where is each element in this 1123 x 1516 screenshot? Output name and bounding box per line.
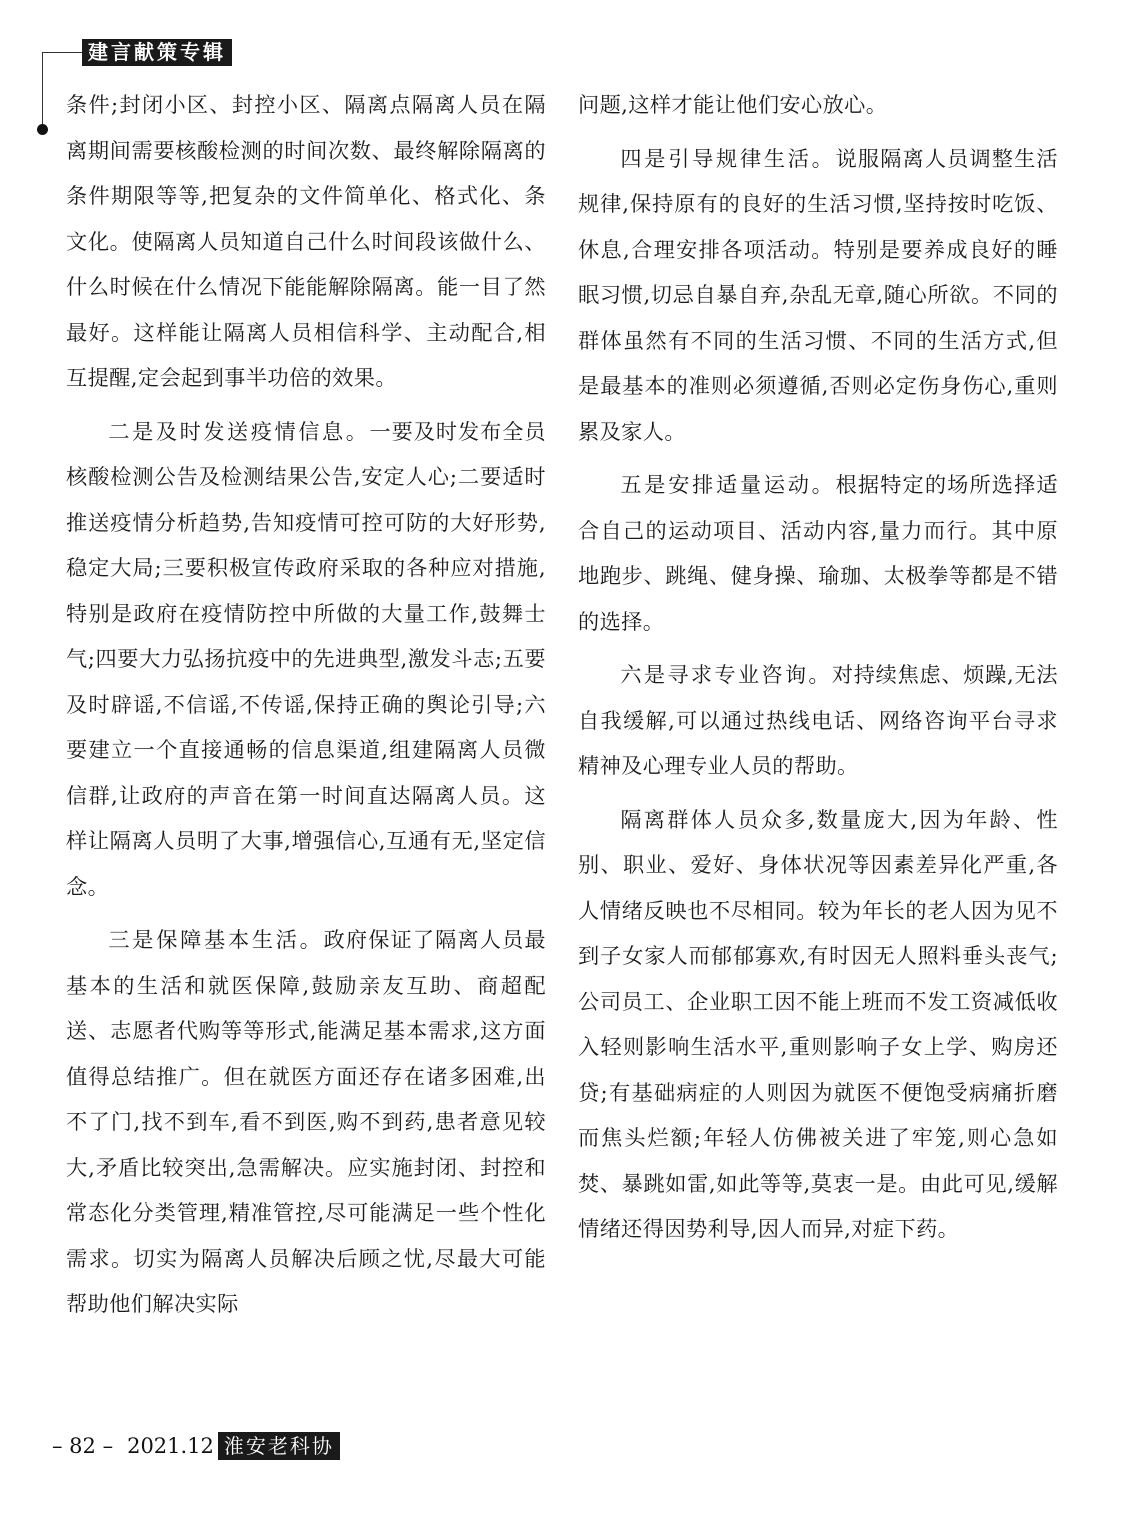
header-rule-horizontal [42, 52, 82, 53]
section-label: 建言献策专辑 [82, 39, 232, 66]
paragraph-body: 说服隔离人员调整生活规律,保持原有的良好的生活习惯,坚持按时吃饭、休息,合理安排各项活动。特别是要养成良好的睡眠习惯,切忌自暴自弃,杂乱无章,随心所欲。不同的群体虽然有不同的生活习惯、不同的生活方式,但是最基本的准则必须遵循,否则必定伤身伤心,重则累及家人。 [578, 145, 1058, 444]
header-bullet-dot [37, 124, 48, 135]
paragraph-heading: 二是及时发送疫情信息。 [108, 418, 370, 444]
header-rule-vertical [42, 52, 43, 130]
paragraph-heading: 四是引导规律生活。 [620, 145, 836, 171]
paragraph-body: 根据特定的场所选择适合自己的运动项目、活动内容,量力而行。其中原地跑步、跳绳、健身操、瑜珈、太极拳等都是不错的选择。 [578, 472, 1058, 634]
paragraph [66, 409, 546, 910]
paragraph [578, 652, 1058, 789]
paragraph [578, 136, 1058, 455]
issue-date: 2021.12 [127, 1434, 214, 1458]
paragraph-heading: 五是安排适量运动。 [620, 472, 836, 497]
paragraph-body: 对持续焦虑、烦躁,无法自我缓解,可以通过热线电话、网络咨询平台寻求精神及心理专业人员的帮助。 [578, 662, 1058, 778]
left-column [66, 82, 546, 1327]
paragraph: 问题,这样才能让他们安心放心。 [578, 92, 888, 117]
paragraph-heading: 三是保障基本生活。 [108, 927, 324, 952]
paragraph: 条件;封闭小区、封控小区、隔离点隔离人员在隔离期间需要核酸检测的时间次数、最终解除隔离的条件期限等等,把复杂的文件简单化、格式化、条文化。使隔离人员知道自己什么时间段该做什么、什么时候在什么情况下能能解除隔离。能一目了然最好。这样能让隔离人员相信科学、主动配合,相互提醒,定会起到事半功倍的效果。 [66, 92, 546, 390]
paragraph-body: 一要及时发布全员核酸检测公告及检测结果公告,安定人心;二要适时推送疫情分析趋势,告知疫情可控可防的大好形势,稳定大局;三要积极宣传政府采取的各种应对措施,特别是政府在疫情防控中所做的大量工作,鼓舞士气;四要大力弘扬抗疫中的先进典型,激发斗志;五要及时辟谣,不信谣,不传谣,保持正确的舆论引导;六要建立一个直接通畅的信息渠道,组建隔离人员微信群,让政府的声音在第一时间直达隔离人员。这样让隔离人员明了大事,增强信心,互通有无,坚定信念。 [66, 418, 546, 899]
paragraph-heading: 六是寻求专业咨询。 [620, 662, 832, 687]
paragraph: 隔离群体人员众多,数量庞大,因为年龄、性别、职业、爱好、身体状况等因素差异化严重,各人情绪反映也不尽相同。较为年长的老人因为见不到子女家人而郁郁寡欢,有时因无人照料垂头丧气;公司员工、企业职工因不能上班而不发工资减低收入轻则影响生活水平,重则影响子女上学、购房还贷;有基础病症的人则因为就医不便饱受病痛折磨而焦头烂额;年轻人仿佛被关进了牢笼,则心急如焚、暴跳如雷,如此等等,莫衷一是。由此可见,缓解情绪还得因势利导,因人而异,对症下药。 [578, 806, 1058, 1241]
page-number: – 82 – [52, 1434, 114, 1458]
page-footer [52, 1428, 340, 1460]
paragraph [578, 462, 1058, 644]
magazine-name: 淮安老科协 [218, 1432, 340, 1460]
paragraph [66, 917, 546, 1327]
paragraph-body: 政府保证了隔离人员最基本的生活和就医保障,鼓励亲友互助、商超配送、志愿者代购等等形式,能满足基本需求,这方面值得总结推广。但在就医方面还存在诸多困难,出不了门,找不到车,看不到医,购不到药,患者意见较大,矛盾比较突出,急需解决。应实施封闭、封控和常态化分类管理,精准管控,尽可能满足一些个性化需求。切实为隔离人员解决后顾之忧,尽最大可能帮助他们解决实际 [66, 927, 546, 1316]
right-column [578, 82, 1058, 1252]
